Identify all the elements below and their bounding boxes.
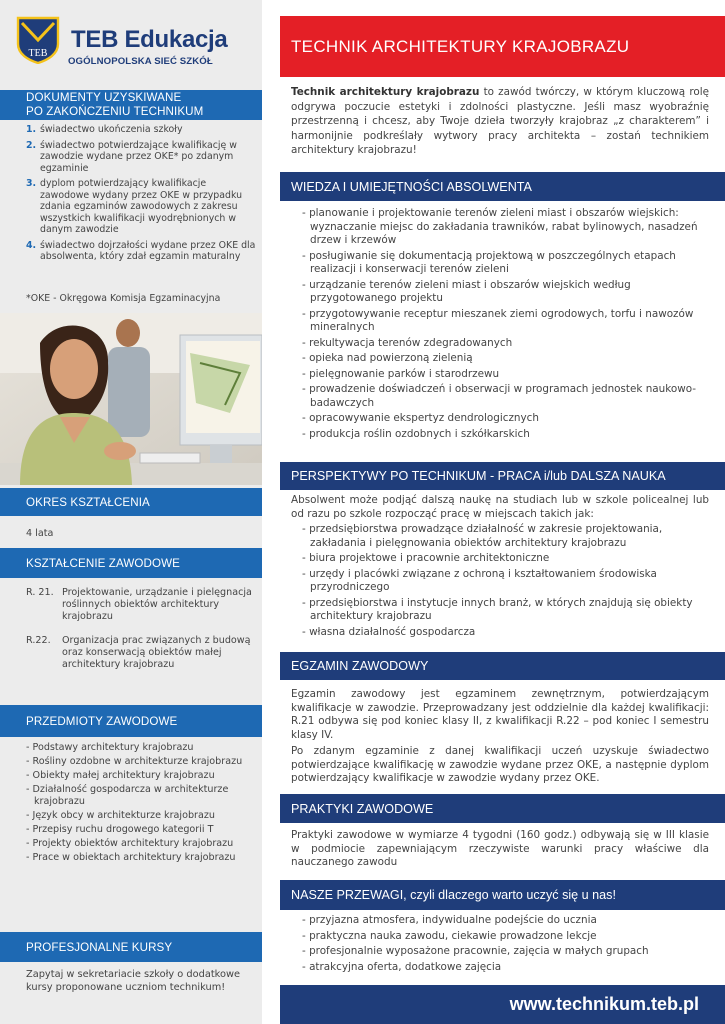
documents-heading-line2: PO ZAKOŃCZENIU TECHNIKUM xyxy=(26,105,204,118)
skill-item: - przygotowywanie receptur mieszanek ziemi ogrodowych, torfu i nawozów mineralnych xyxy=(302,307,694,333)
student-photo xyxy=(0,313,262,485)
qualification-item: R.22. Organizacja prac związanych z budową oraz konserwacją obiektów małej architektury krajobrazu xyxy=(26,635,251,670)
teb-logo[interactable] xyxy=(16,16,262,68)
subject-item: - Projekty obiektów architektury krajobrazu xyxy=(26,838,234,849)
documents-list xyxy=(26,124,258,267)
skills-heading: WIEDZA I UMIEJĘTNOŚCI ABSOLWENTA xyxy=(280,172,725,201)
advantage-item: - profesjonalnie wyposażone pracownie, zajęcia w małych grupach xyxy=(302,945,649,957)
documents-item: 4. świadectwo dojrzałości wydane przez OKE dla absolwenta, który zdał egzamin maturalny xyxy=(26,239,256,262)
prospect-item: - przedsiębiorstwa i instytucje innych branż, w których znajdują się obiekty architektury krajobrazu xyxy=(302,596,693,622)
qualification-item: R. 21. Projektowanie, urządzanie i pielęgnacja roślinnych obiektów architektury krajobrazu xyxy=(26,587,252,622)
page-title: TECHNIK ARCHITEKTURY KRAJOBRAZU xyxy=(280,16,725,77)
brand-name: TEB Edukacja xyxy=(71,26,228,53)
intro-lead: Technik architektury krajobrazu xyxy=(291,86,480,98)
documents-heading xyxy=(0,90,262,120)
courses-text: Zapytaj w sekretariacie szkoły o dodatkowe kursy proponowane uczniom technikum! xyxy=(26,969,241,993)
skill-item: - pielęgnowanie parków i starodrzewu xyxy=(302,367,500,380)
duration-value: 4 lata xyxy=(26,528,54,539)
skill-item: - planowanie i projektowanie terenów zieleni miast i obszarów wiejskich: wyznaczanie miejsc do zakładania trawników, rabat bylinowych, nasadzeń drzew i krzewów xyxy=(302,207,698,246)
skill-item: - urządzanie terenów zieleni miast i obszarów wiejskich według przygotowanego projektu xyxy=(302,278,631,304)
teb-shield-icon xyxy=(16,16,60,64)
intro-body: to zawód twórczy, w którym kluczową rolę odgrywa poczucie estetyki i zdolności plastyczne. Jeśli masz wyobraźnię przestrzenną i chcesz, aby Twoje dzieła tworzyły krajobraz „z charakterem” i harmonijnie podkreślały wytwory pracy architekta – zostań technikiem architektury krajobrazu! xyxy=(291,86,710,156)
exam-text xyxy=(291,688,709,786)
advantage-item: - atrakcyjna oferta, dodatkowe zajęcia xyxy=(302,960,502,973)
prospects-intro: Absolwent może podjąć dalszą naukę na studiach lub w szkole policealnej lub od razu po szkole rozpocząć pracę w miejscach takich jak: xyxy=(291,494,709,520)
advantage-item: - praktyczna nauka zawodu, ciekawie prowadzone lekcje xyxy=(302,929,597,942)
shield-text: TEB xyxy=(28,48,48,59)
exam-heading: EGZAMIN ZAWODOWY xyxy=(280,652,725,680)
subjects-list xyxy=(26,742,260,866)
subject-item: - Przepisy ruchu drogowego kategorii T xyxy=(26,824,214,835)
skill-item: - prowadzenie doświadczeń i obserwacji w programach jednostek naukowo-badawczych xyxy=(302,383,697,409)
skill-item: - opieka nad powierzoną zielenią xyxy=(302,352,473,364)
practice-heading: PRAKTYKI ZAWODOWE xyxy=(280,794,725,823)
subject-item: - Rośliny ozdobne w architekturze krajobrazu xyxy=(26,756,243,767)
subject-item: - Obiekty małej architektury krajobrazu xyxy=(26,770,215,781)
exam-paragraph-2: Po zdanym egzaminie z danej kwalifikacji uczeń uzyskuje świadectwo potwierdzające kwalifikację w zawodzie wydane przez OKE, a następnie dyplom potwierdzający kwalifikacje w zawodzie wydany przez OKE. xyxy=(291,745,709,784)
right-column xyxy=(280,0,725,1024)
brand-subtitle: OGÓLNOPOLSKA SIEĆ SZKÓŁ xyxy=(68,56,213,67)
student-photo-illustration xyxy=(0,313,262,485)
vocational-list xyxy=(26,587,258,683)
subject-item: - Działalność gospodarcza w architekturze krajobrazu xyxy=(26,784,229,807)
courses-heading: PROFESJONALNE KURSY xyxy=(0,932,262,962)
documents-item: 1. świadectwo ukończenia szkoły xyxy=(26,124,183,135)
practice-text: Praktyki zawodowe w wymiarze 4 tygodni (160 godz.) odbywają się w III klasie w podmiocie zapewniającym rzeczywiste warunki pracy właściwe dla nauczanego zawodu xyxy=(291,829,709,868)
prospect-item: - urzędy i placówki związane z ochroną i kształtowaniem środowiska przyrodniczego xyxy=(302,567,657,593)
skill-item: - produkcja roślin ozdobnych i szkółkarskich xyxy=(302,427,530,440)
advantages-heading: NASZE PRZEWAGI, czyli dlaczego warto uczyć się u nas! xyxy=(280,880,725,910)
advantages-list xyxy=(291,914,709,976)
intro-text xyxy=(291,85,709,158)
prospects-list xyxy=(291,523,709,641)
subjects-heading: PRZEDMIOTY ZAWODOWE xyxy=(0,705,262,737)
skill-item: - rekultywacja terenów zdegradowanych xyxy=(302,336,513,349)
skills-list xyxy=(291,207,709,443)
subject-item: - Język obcy w architekturze krajobrazu xyxy=(26,810,215,821)
prospect-item: - biura projektowe i pracownie architektoniczne xyxy=(302,552,550,564)
exam-paragraph-1: Egzamin zawodowy jest egzaminem zewnętrznym, potwierdzającym kwalifikacje w zawodzie. Przeprowadzany jest oddzielnie dla każdej kwalifikacji: R.21 odbywa się pod koniec klasy II, z kwalifikacji R.22 – pod koniec I semestru klasy IV. xyxy=(291,688,709,741)
skill-item: - opracowywanie ekspertyz dendrologicznych xyxy=(302,412,539,424)
left-column xyxy=(0,0,262,1024)
subject-item: - Podstawy architektury krajobrazu xyxy=(26,742,194,753)
subject-item: - Prace w obiektach architektury krajobrazu xyxy=(26,852,236,863)
website-link[interactable]: www.technikum.teb.pl xyxy=(280,985,725,1024)
documents-heading-line1: DOKUMENTY UZYSKIWANE xyxy=(26,91,182,104)
prospect-item: - własna działalność gospodarcza xyxy=(302,625,476,638)
prospects-heading: PERSPEKTYWY PO TECHNIKUM - PRACA i/lub DALSZA NAUKA xyxy=(280,462,725,490)
prospect-item: - przedsiębiorstwa prowadzące działalność w zakresie projektowania, zakładania i pielęgnowania obiektów architektury krajobrazu xyxy=(302,523,663,549)
vocational-heading: KSZTAŁCENIE ZAWODOWE xyxy=(0,548,262,578)
documents-item: 3. dyplom potwierdzający kwalifikacje zawodowe wydany przez OKE w przypadku zdania egzaminów zawodowych z zakresu wszystkich kwalifikacji wyodrębnionych w danym zawodzie xyxy=(26,178,243,235)
documents-item: 2. świadectwo potwierdzające kwalifikację w zawodzie wydane przez OKE* po zdanym egzaminie xyxy=(26,139,237,174)
duration-heading: OKRES KSZTAŁCENIA xyxy=(0,488,262,516)
oke-note: *OKE - Okręgowa Komisja Egzaminacyjna xyxy=(26,293,221,304)
skill-item: - posługiwanie się dokumentacją projektową w poszczególnych etapach realizacji i konserwacji terenów zieleni xyxy=(302,249,676,275)
advantage-item: - przyjazna atmosfera, indywidualne podejście do ucznia xyxy=(302,914,597,926)
